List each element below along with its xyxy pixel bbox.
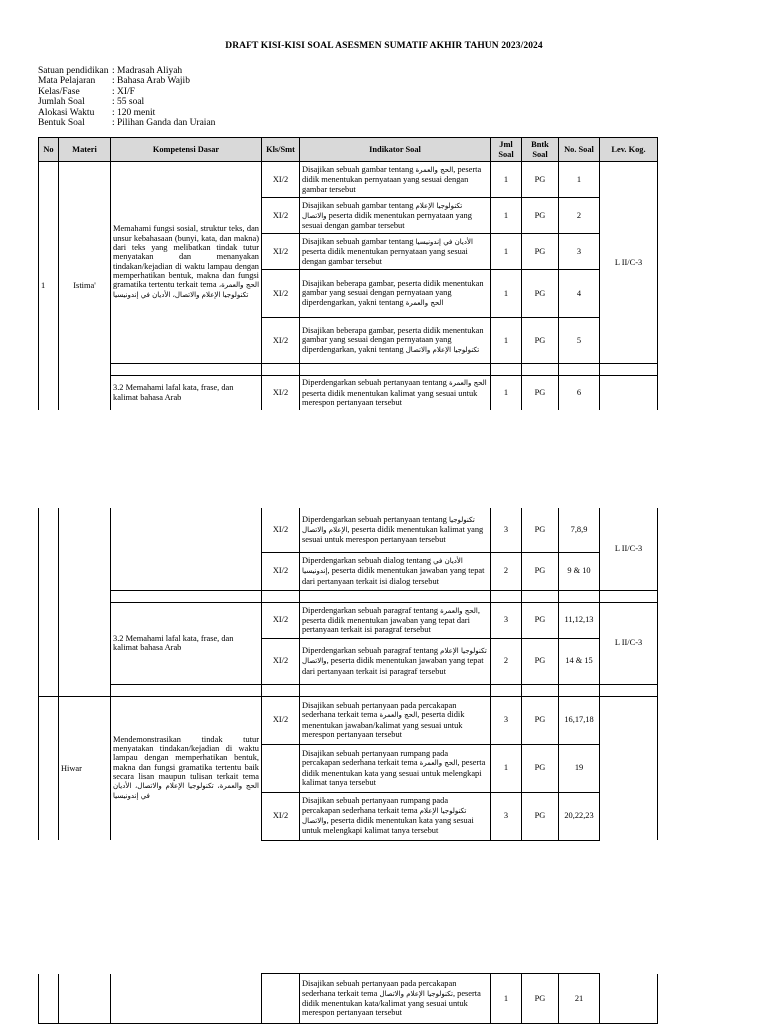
cell-kls: XI/2 (262, 234, 300, 270)
cell-jml: 1 (491, 270, 522, 318)
separator-row (39, 684, 658, 696)
cell-lev: L II/C-3 (600, 508, 658, 590)
header-bntk: Bntk Soal (522, 138, 559, 162)
meta-value: : Bahasa Arab Wajib (112, 76, 190, 87)
separator-row (39, 364, 658, 376)
meta-key: Mata Pelajaran (38, 76, 96, 87)
cell-nosoal: 7,8,9 (559, 508, 600, 552)
cell-kls: XI/2 (262, 318, 300, 364)
cell-nosoal: 21 (559, 974, 600, 1024)
cell-kompetensi: 3.2 Memahami lafal kata, frase, dan kalimat bahasa Arab (111, 376, 262, 410)
header-materi: Materi (59, 138, 111, 162)
meta-row (38, 87, 215, 97)
cell-kls: XI/2 (262, 162, 300, 198)
header-no: No (39, 138, 59, 162)
cell-indikator: Disajikan sebuah pertanyaan rumpang pada percakapan sederhana terkait tema الحج والعمرة, peserta didik menentukan kata yang sesuai untuk melengkapi kalimat tanya tersebut (300, 744, 491, 792)
cell-kls: XI/2 (262, 376, 300, 410)
header-kompetensi: Kompetensi Dasar (111, 138, 262, 162)
kd-arabic: الحج والعمرة، تكنولوجيا الإعلام والاتصال، الأديان في إندونيسيا (113, 281, 260, 300)
meta-key: Kelas/Fase (38, 86, 80, 97)
document-meta (38, 66, 215, 128)
cell-lev: L II/C-3 (600, 162, 658, 364)
meta-row (38, 97, 215, 107)
kisi-table-block-3 (38, 973, 658, 1024)
cell-bntk: PG (522, 318, 559, 364)
cell-nosoal: 4 (559, 270, 600, 318)
header-lev: Lev. Kog. (600, 138, 658, 162)
cell-indikator: Diperdengarkan sebuah paragraf tentang تكنولوجيا الإعلام والاتصال, peserta didik menentukan jawaban yang tepat dari pertanyaan terkait isi paragraf tersebut (300, 638, 491, 684)
meta-row (38, 66, 215, 76)
document-title: DRAFT KISI-KISI SOAL ASESMEN SUMATIF AKHIR TAHUN 2023/2024 (225, 41, 543, 51)
cell-bntk: PG (522, 744, 559, 792)
cell-nosoal: 16,17,18 (559, 696, 600, 744)
cell-kls: XI/2 (262, 602, 300, 638)
cell-jml: 2 (491, 552, 522, 590)
cell-jml: 3 (491, 696, 522, 744)
meta-key: Jumlah Soal (38, 97, 85, 108)
cell-materi: Istima' (59, 162, 111, 410)
cell-kls: XI/2 (262, 552, 300, 590)
cell-nosoal: 20,22,23 (559, 792, 600, 840)
table-row (39, 376, 658, 410)
meta-value: : Madrasah Aliyah (112, 66, 183, 76)
cell-nosoal: 9 & 10 (559, 552, 600, 590)
meta-row (38, 108, 215, 118)
kisi-table-block-1 (38, 137, 658, 410)
cell-nosoal: 6 (559, 376, 600, 410)
cell-indikator: Diperdengarkan sebuah paragraf tentang الحج والعمرة, peserta didik menentukan jawaban yang tepat dari pertanyaan terkait isi paragraf tersebut (300, 602, 491, 638)
cell-jml: 1 (491, 162, 522, 198)
cell-nosoal: 19 (559, 744, 600, 792)
cell-indikator: Disajikan sebuah pertanyaan rumpang pada percakapan sederhana terkait tema تكنولوجيا الإعلام والاتصال, peserta didik menentukan kata yang sesuai untuk melengkapi kalimat tanya tersebut (300, 792, 491, 840)
cell-bntk: PG (522, 270, 559, 318)
cell-jml: 1 (491, 974, 522, 1024)
cell-bntk: PG (522, 198, 559, 234)
cell-kls: XI/2 (262, 508, 300, 552)
kd-text: Memahami fungsi sosial, struktur teks, dan unsur kebahasaan (bunyi, kata, dan makna) dari teks yang melibatkan tindak tutur menyatakan dan menanyakan tindakan/kejadian di waktu lampau dengan memperhatikan bentuk, makna dan fungsi gramatika tertentu terkait tema (113, 224, 259, 290)
cell-jml: 2 (491, 638, 522, 684)
cell-nosoal: 2 (559, 198, 600, 234)
cell-indikator: Disajikan sebuah pertanyaan pada percakapan sederhana terkait tema تكنولوجيا الإعلام والاتصال, peserta didik menentukan kata/kalimat yang sesuai untuk merespon pertanyaan tersebut (300, 974, 491, 1024)
cell-bntk: PG (522, 234, 559, 270)
cell-bntk: PG (522, 552, 559, 590)
separator-row (39, 590, 658, 602)
cell-indikator: Disajikan sebuah gambar tentang تكنولوجيا الإعلام والاتصال peserta didik menentukan pernyataan yang sesuai dengan gambar tersebut (300, 198, 491, 234)
cell-bntk: PG (522, 792, 559, 840)
table-header-row (39, 138, 658, 162)
cell-indikator: Disajikan beberapa gambar, peserta didik menentukan gambar yang sesuai dengan pernyataan yang diperdengarkan, yakni tentang تكنولوجيا الإعلام والاتصال (300, 318, 491, 364)
cell-jml: 1 (491, 376, 522, 410)
table-row (39, 162, 658, 198)
cell-kls: XI/2 (262, 270, 300, 318)
cell-jml: 1 (491, 234, 522, 270)
meta-key: Satuan pendidikan (38, 66, 109, 76)
cell-kompetensi: 3.2 Memahami lafal kata, frase, dan kalimat bahasa Arab (111, 602, 262, 684)
cell-indikator: Disajikan beberapa gambar, peserta didik menentukan gambar yang sesuai dengan pernyataan yang diperdengarkan, yakni tentang الحج والعمرة (300, 270, 491, 318)
cell-kls (262, 744, 300, 792)
cell-nosoal: 14 & 15 (559, 638, 600, 684)
header-kls: Kls/Smt (262, 138, 300, 162)
header-indikator: Indikator Soal (300, 138, 491, 162)
cell-jml: 1 (491, 744, 522, 792)
cell-jml: 1 (491, 198, 522, 234)
cell-kls: XI/2 (262, 198, 300, 234)
kd-arabic: الحج والعمرة، تكنولوجيا الإعلام والاتصال، الأديان في إندونيسيا (113, 782, 259, 801)
header-jml: Jml Soal (491, 138, 522, 162)
cell-kompetensi (111, 162, 262, 364)
meta-key: Alokasi Waktu (38, 107, 95, 118)
cell-nosoal: 1 (559, 162, 600, 198)
meta-row (38, 118, 215, 128)
cell-indikator: Diperdengarkan sebuah dialog tentang الأديان في إندونيسيا, peserta didik menentukan jawaban yang tepat dari pertanyaan terkait isi dialog tersebut (300, 552, 491, 590)
cell-bntk: PG (522, 162, 559, 198)
cell-no: 1 (39, 162, 59, 410)
header-nosoal: No. Soal (559, 138, 600, 162)
cell-kls: XI/2 (262, 792, 300, 840)
cell-jml: 3 (491, 508, 522, 552)
table-row (39, 974, 658, 1024)
meta-key: Bentuk Soal (38, 118, 85, 129)
table-row (39, 602, 658, 638)
cell-kls: XI/2 (262, 638, 300, 684)
cell-materi: Hiwar (59, 696, 111, 840)
cell-indikator: Diperdengarkan sebuah pertanyaan tentang تكنولوجيا الإعلام والاتصال, peserta didik menentukan kalimat yang sesuai untuk merespon pertanyaan tersebut (300, 508, 491, 552)
cell-jml: 1 (491, 318, 522, 364)
meta-value: : 55 soal (112, 97, 145, 108)
cell-indikator: Disajikan sebuah gambar tentang الأديان في إندونيسيا peserta didik menentukan pernyataan yang sesuai dengan gambar tersebut (300, 234, 491, 270)
cell-jml: 3 (491, 792, 522, 840)
cell-indikator: Disajikan sebuah pertanyaan pada percakapan sederhana terkait tema الحج والعمرة, peserta didik menentukan jawaban/kalimat yang sesuai untuk merespon pertanyaan tersebut (300, 696, 491, 744)
meta-value: : Pilihan Ganda dan Uraian (112, 118, 216, 129)
table-row (39, 508, 658, 552)
kd-text: Mendemonstrasikan tindak tutur menyatakan tindakan/kejadian di waktu lampau dengan memperhatikan bentuk, makna dan fungsi gramatika tertentu baik secara lisan maupun tulisan terkait tema (113, 734, 259, 781)
kisi-table-block-2 (38, 508, 658, 841)
meta-value: : 120 menit (112, 107, 156, 118)
cell-indikator: Diperdengarkan sebuah pertanyaan tentang الحج والعمرة peserta didik menentukan kalimat yang sesuai untuk merespon pertanyaan tersebut (300, 376, 491, 410)
cell-nosoal: 3 (559, 234, 600, 270)
cell-indikator: Disajikan sebuah gambar tentang الحج والعمرة, peserta didik menentukan pernyataan yang sesuai dengan gambar tersebut (300, 162, 491, 198)
cell-kls (262, 974, 300, 1024)
cell-bntk: PG (522, 602, 559, 638)
meta-value: : XI/F (112, 86, 135, 97)
cell-bntk: PG (522, 974, 559, 1024)
cell-jml: 3 (491, 602, 522, 638)
cell-kompetensi (111, 696, 262, 840)
cell-bntk: PG (522, 696, 559, 744)
cell-lev: L II/C-3 (600, 602, 658, 684)
cell-kls: XI/2 (262, 696, 300, 744)
cell-nosoal: 11,12,13 (559, 602, 600, 638)
cell-nosoal: 5 (559, 318, 600, 364)
cell-bntk: PG (522, 638, 559, 684)
meta-row (38, 76, 215, 86)
table-row (39, 696, 658, 744)
cell-bntk: PG (522, 508, 559, 552)
cell-bntk: PG (522, 376, 559, 410)
